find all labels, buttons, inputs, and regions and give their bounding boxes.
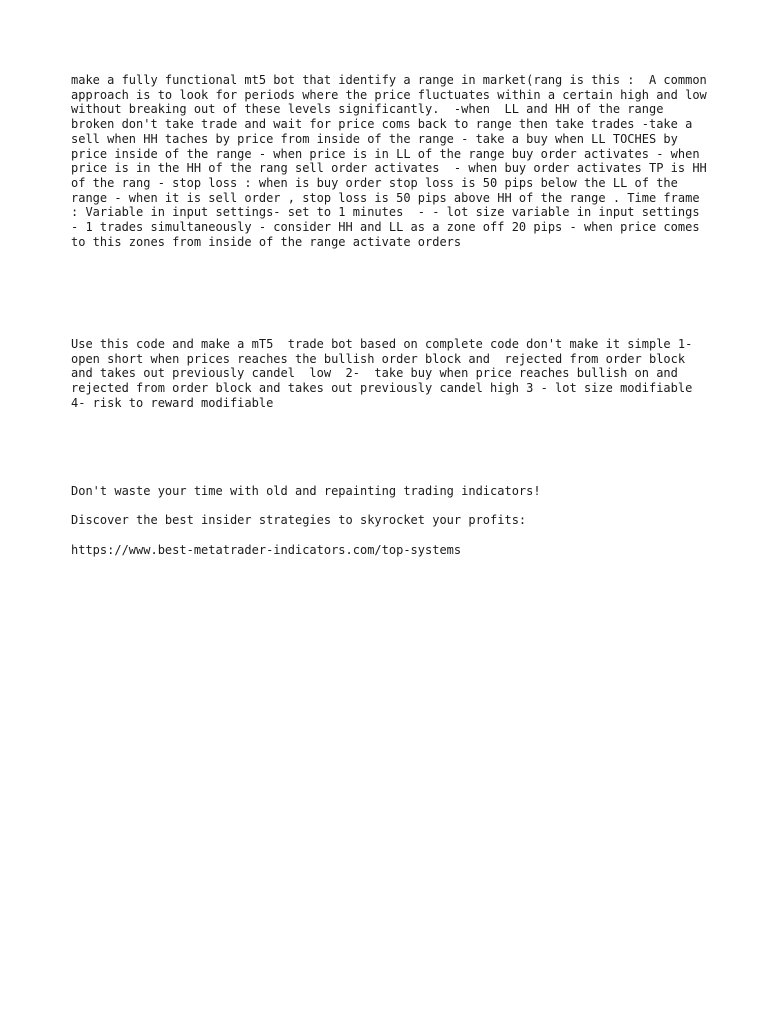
paragraph-range-bot-request: make a fully functional mt5 bot that identify a range in market(rang is this : A common approach is to look for periods where the price fluctuates within a certain high and low without breaking out of these levels significantly. -when LL and HH of the range broken don't take trade and wait for price coms back to range then take trades -take a sell when HH taches by price from inside of the range - take a buy when LL TOCHES by price inside of the range - when price is in LL of the range buy order activates - when price is in the HH of the rang sell order activates - when buy order activates TP is HH of the rang - stop loss : when is buy order stop loss is 50 pips below the LL of the range - when it is sell order , stop loss is 50 pips above HH of the range . Time frame : Variable in input settings- set to 1 minutes - - lot size variable in input settings - 1 trades simultaneously - consider HH and LL as a zone off 20 pips - when price comes to this zones from inside of the range activate orders bbox=[71, 73, 714, 249]
promo-line-strategies: Discover the best insider strategies to skyrocket your profits: bbox=[71, 513, 527, 527]
promo-line-indicators: Don't waste your time with old and repainting trading indicators! bbox=[71, 484, 541, 498]
paragraph-order-block-bot-request: Use this code and make a mT5 trade bot based on complete code don't make it simple 1- open short when prices reaches the bullish order block and rejected from order block and takes out previously candel low 2- take buy when price reaches bullish on and rejected from order block and takes out previously candel high 3 - lot size modifiable 4- risk to reward modifiable bbox=[71, 337, 715, 410]
promo-url-text: https://www.best-metatrader-indicators.com/top-systems bbox=[71, 543, 462, 557]
